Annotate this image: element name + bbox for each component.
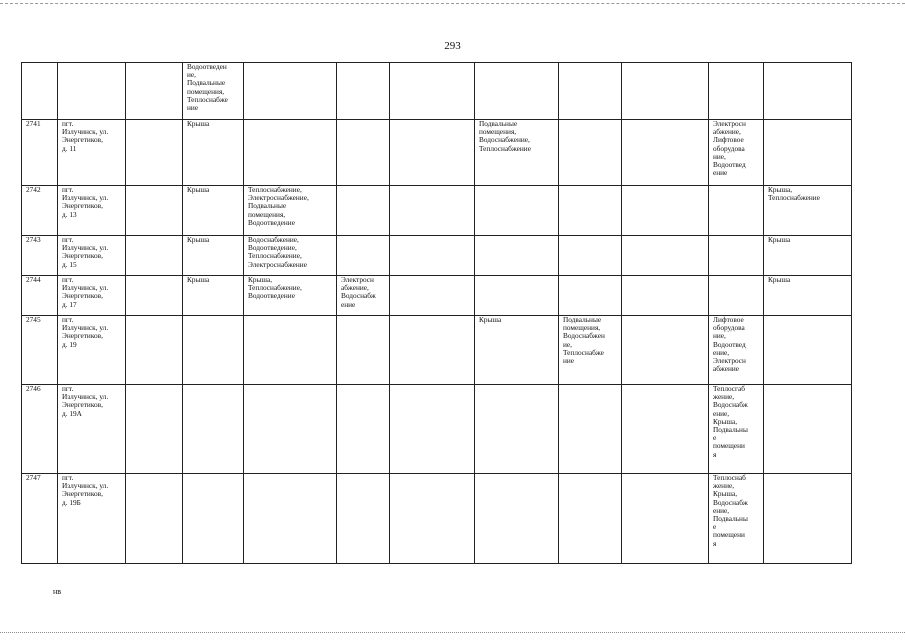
- footer-note: нв: [53, 587, 62, 596]
- work-cell-4: Крыша: [183, 186, 244, 236]
- row-number: 2743: [22, 236, 58, 276]
- address-cell: пгт. Излучинск, ул. Энергетиков, д. 19Б: [58, 474, 126, 564]
- row-number: 2746: [22, 385, 58, 474]
- work-cell-10: [622, 276, 709, 316]
- work-cell-8: [475, 186, 559, 236]
- work-cell-4: Водоотведен ие, Подвальные помещения, Теплоснабже ние: [183, 63, 244, 120]
- table-row: [22, 236, 852, 276]
- work-cell-11: Теплоснаб жение, Крыша, Водоснабж ение, Подвальны е помещени я: [709, 474, 764, 564]
- work-cell-3: [126, 316, 183, 385]
- work-cell-10: [622, 186, 709, 236]
- work-cell-8: Подвальные помещения, Водоснабжение, Теплоснабжение: [475, 120, 559, 186]
- row-number: 2745: [22, 316, 58, 385]
- work-cell-12: [764, 120, 852, 186]
- table-row: [22, 385, 852, 474]
- work-cell-12: Крыша: [764, 236, 852, 276]
- work-cell-7: [390, 474, 475, 564]
- work-cell-6: [337, 186, 390, 236]
- work-cell-6: [337, 385, 390, 474]
- work-cell-9: [559, 120, 622, 186]
- page-number: 293: [444, 40, 461, 52]
- work-cell-9: [559, 474, 622, 564]
- work-cell-7: [390, 316, 475, 385]
- address-cell: пгт. Излучинск, ул. Энергетиков, д. 11: [58, 120, 126, 186]
- address-cell: пгт. Излучинск, ул. Энергетиков, д. 15: [58, 236, 126, 276]
- work-cell-6: [337, 236, 390, 276]
- work-cell-7: [390, 385, 475, 474]
- work-cell-5: [244, 316, 337, 385]
- work-cell-8: [475, 385, 559, 474]
- address-cell: пгт. Излучинск, ул. Энергетиков, д. 19: [58, 316, 126, 385]
- work-cell-10: [622, 63, 709, 120]
- address-cell: пгт. Излучинск, ул. Энергетиков, д. 17: [58, 276, 126, 316]
- work-cell-4: Крыша: [183, 236, 244, 276]
- table-row: [22, 120, 852, 186]
- work-cell-11: [709, 236, 764, 276]
- table-row: [22, 186, 852, 236]
- work-cell-9: Подвальные помещения, Водоснабжен ие, Теплоснабже ние: [559, 316, 622, 385]
- work-cell-3: [126, 186, 183, 236]
- table-row: [22, 316, 852, 385]
- work-cell-10: [622, 385, 709, 474]
- work-cell-6: [337, 120, 390, 186]
- row-number: 2747: [22, 474, 58, 564]
- table-row: [22, 474, 852, 564]
- work-cell-12: [764, 63, 852, 120]
- work-cell-7: [390, 236, 475, 276]
- work-cell-9: [559, 236, 622, 276]
- work-cell-10: [622, 120, 709, 186]
- work-cell-3: [126, 474, 183, 564]
- work-cell-4: [183, 385, 244, 474]
- work-cell-4: [183, 316, 244, 385]
- work-cell-11: [709, 276, 764, 316]
- work-cell-10: [622, 236, 709, 276]
- row-number: [22, 63, 58, 120]
- work-cell-10: [622, 316, 709, 385]
- work-cell-9: [559, 385, 622, 474]
- table-row: [22, 63, 852, 120]
- table-body: [22, 63, 852, 564]
- register-table: [21, 62, 852, 564]
- work-cell-5: Водоснабжение, Водоотведение, Теплоснабжение, Электроснабжение: [244, 236, 337, 276]
- work-cell-4: Крыша: [183, 120, 244, 186]
- work-cell-4: Крыша: [183, 276, 244, 316]
- work-cell-9: [559, 276, 622, 316]
- work-cell-7: [390, 186, 475, 236]
- work-cell-5: Теплоснабжение, Электроснабжение, Подвальные помещения, Водоотведение: [244, 186, 337, 236]
- work-cell-8: [475, 474, 559, 564]
- work-cell-12: [764, 316, 852, 385]
- address-cell: [58, 63, 126, 120]
- address-cell: пгт. Излучинск, ул. Энергетиков, д. 13: [58, 186, 126, 236]
- work-cell-11: Теплосгаб жение, Водоснабж ение, Крыша, Подвальны е помещени я: [709, 385, 764, 474]
- work-cell-3: [126, 385, 183, 474]
- work-cell-8: Крыша: [475, 316, 559, 385]
- work-cell-11: Электросн абжение, Лифтовое оборудова ние, Водоотвед ение: [709, 120, 764, 186]
- work-cell-3: [126, 236, 183, 276]
- work-cell-6: Электросн абжение, Водоснабж ение: [337, 276, 390, 316]
- scan-edge-bottom: [0, 632, 905, 633]
- work-cell-9: [559, 63, 622, 120]
- work-cell-8: [475, 276, 559, 316]
- work-cell-5: [244, 63, 337, 120]
- work-cell-5: [244, 120, 337, 186]
- work-cell-5: Крыша, Теплоснабжение, Водоотведение: [244, 276, 337, 316]
- work-cell-10: [622, 474, 709, 564]
- row-number: 2744: [22, 276, 58, 316]
- work-cell-11: [709, 186, 764, 236]
- work-cell-12: [764, 474, 852, 564]
- work-cell-12: Крыша, Теплоснабжение: [764, 186, 852, 236]
- work-cell-7: [390, 120, 475, 186]
- row-number: 2742: [22, 186, 58, 236]
- work-cell-6: [337, 474, 390, 564]
- work-cell-9: [559, 186, 622, 236]
- work-cell-5: [244, 385, 337, 474]
- work-cell-4: [183, 474, 244, 564]
- work-cell-3: [126, 63, 183, 120]
- work-cell-12: Крыша: [764, 276, 852, 316]
- work-cell-7: [390, 63, 475, 120]
- work-cell-6: [337, 63, 390, 120]
- work-cell-5: [244, 474, 337, 564]
- table-row: [22, 276, 852, 316]
- work-cell-12: [764, 385, 852, 474]
- work-cell-3: [126, 120, 183, 186]
- address-cell: пгт. Излучинск, ул. Энергетиков, д. 19А: [58, 385, 126, 474]
- scan-edge-top: [0, 3, 905, 4]
- work-cell-11: [709, 63, 764, 120]
- work-cell-8: [475, 63, 559, 120]
- work-cell-11: Лифтовое оборудова ние, Водоотвед ение, Электросн абжение: [709, 316, 764, 385]
- work-cell-7: [390, 276, 475, 316]
- work-cell-6: [337, 316, 390, 385]
- work-cell-8: [475, 236, 559, 276]
- row-number: 2741: [22, 120, 58, 186]
- work-cell-3: [126, 276, 183, 316]
